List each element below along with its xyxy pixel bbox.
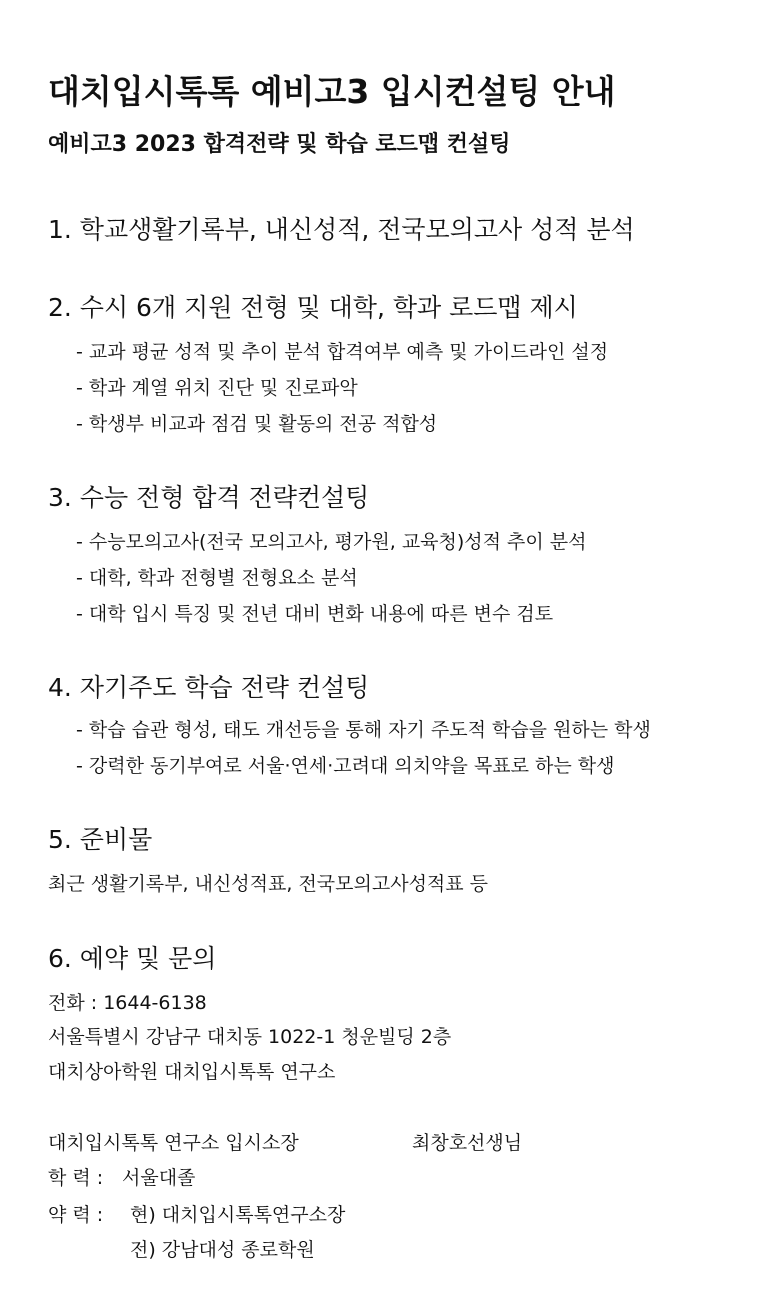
section-3-item-1: - 수능모의고사(전국 모의고사, 평가원, 교육청)성적 추이 분석 — [76, 531, 587, 553]
section-2-item-2: - 학과 계열 위치 진단 및 진로파악 — [76, 377, 358, 399]
profile-position: 대치입시톡톡 연구소 입시소장 — [48, 1132, 299, 1154]
materials-text: 최근 생활기록부, 내신성적표, 전국모의고사성적표 등 — [48, 873, 489, 895]
career-former: 전) 강남대성 종로학원 — [130, 1239, 315, 1261]
section-2-item-1: - 교과 평균 성적 및 추이 분석 합격여부 예측 및 가이드라인 설정 — [76, 341, 609, 363]
section-4-heading: 4. 자기주도 학습 전략 컨설팅 — [48, 673, 370, 702]
education-value: 서울대졸 — [122, 1167, 196, 1189]
section-2-heading: 2. 수시 6개 지원 전형 및 대학, 학과 로드맵 제시 — [48, 293, 578, 322]
page-subtitle: 예비고3 2023 합격전략 및 학습 로드맵 컨설팅 — [48, 132, 511, 157]
education-label: 학 력 : — [48, 1167, 104, 1189]
section-3-item-2: - 대학, 학과 전형별 전형요소 분석 — [76, 567, 358, 589]
section-3-heading: 3. 수능 전형 합격 전략컨설팅 — [48, 483, 370, 512]
section-3-item-3: - 대학 입시 특징 및 전년 대비 변화 내용에 따른 변수 검토 — [76, 603, 554, 625]
section-1-heading: 1. 학교생활기록부, 내신성적, 전국모의고사 성적 분석 — [48, 215, 635, 244]
career-current: 현) 대치입시톡톡연구소장 — [130, 1204, 346, 1226]
contact-org: 대치상아학원 대치입시톡톡 연구소 — [48, 1061, 336, 1083]
contact-phone: 전화 : 1644-6138 — [48, 992, 207, 1014]
profile-name: 최창호선생님 — [412, 1132, 523, 1154]
section-4-item-2: - 강력한 동기부여로 서울·연세·고려대 의치약을 목표로 하는 학생 — [76, 755, 615, 777]
section-2-item-3: - 학생부 비교과 점검 및 활동의 전공 적합성 — [76, 413, 438, 435]
career-label: 약 력 : — [48, 1204, 104, 1226]
section-6-heading: 6. 예약 및 문의 — [48, 944, 217, 973]
section-4-item-1: - 학습 습관 형성, 태도 개선등을 통해 자기 주도적 학습을 원하는 학생 — [76, 719, 651, 741]
contact-address: 서울특별시 강남구 대치동 1022-1 청운빌딩 2층 — [48, 1026, 452, 1048]
section-5-heading: 5. 준비물 — [48, 825, 153, 854]
page-title: 대치입시톡톡 예비고3 입시컨설팅 안내 — [48, 72, 616, 111]
